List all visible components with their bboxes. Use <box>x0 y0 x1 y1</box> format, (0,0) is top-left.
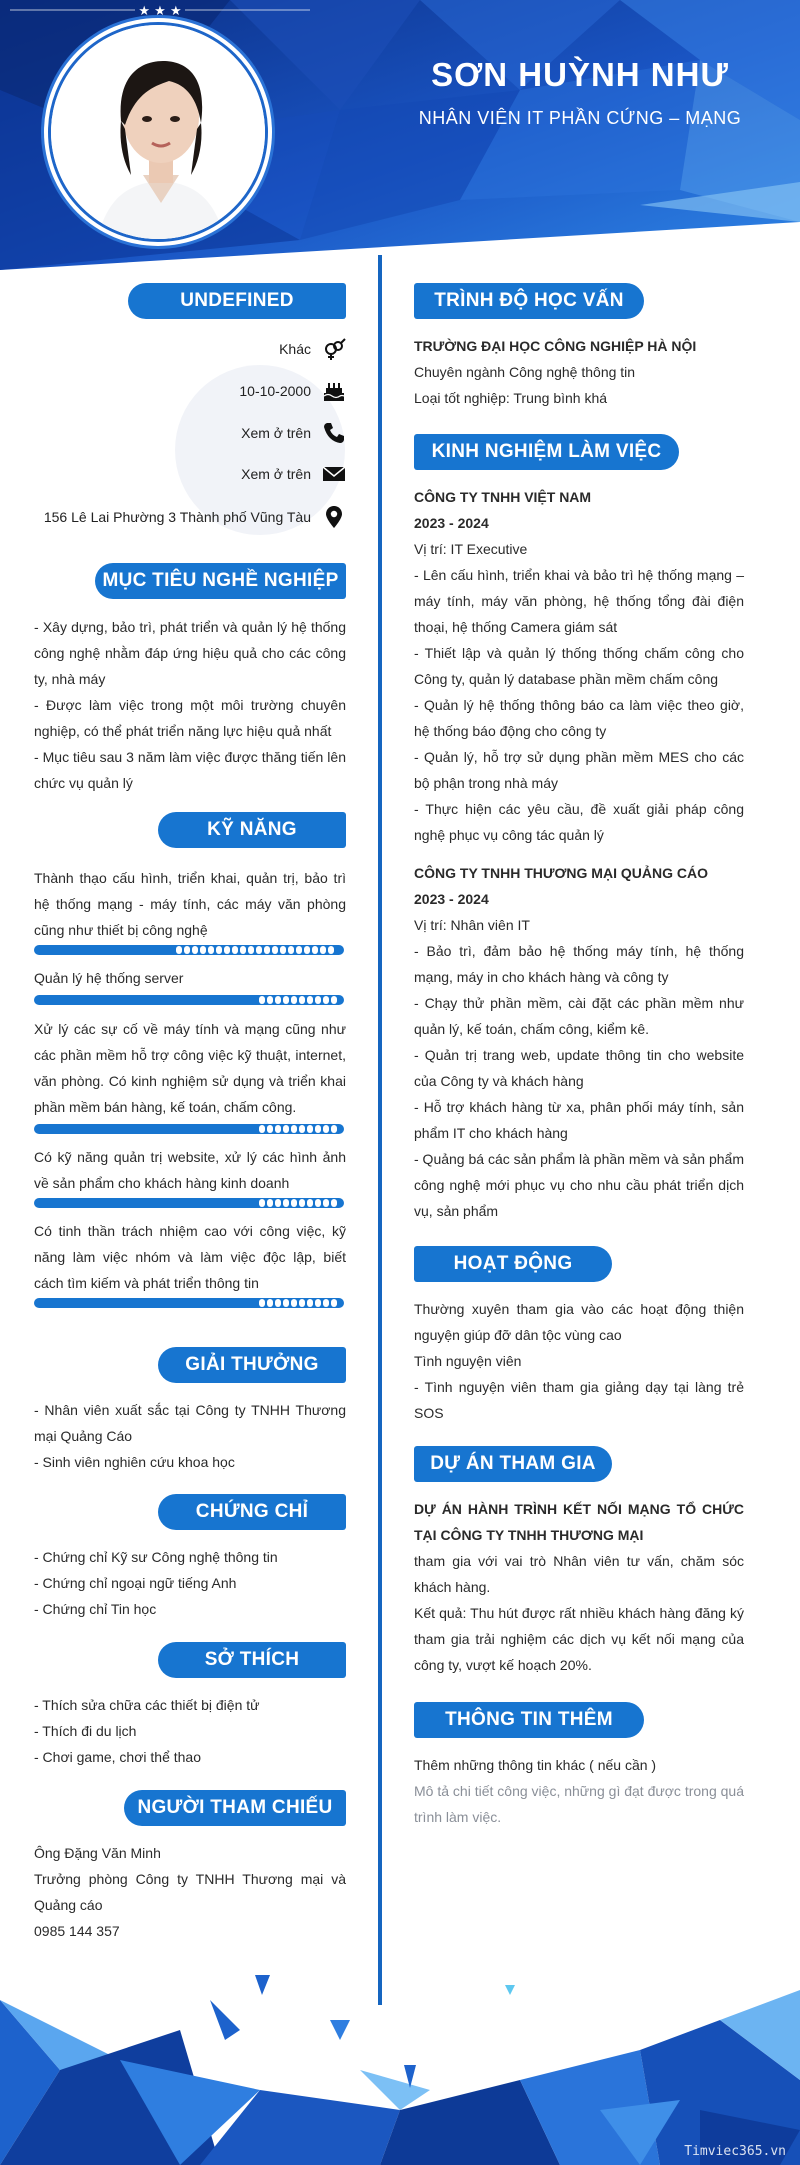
skill-bar-dot <box>323 1125 329 1133</box>
skill-bar-dot <box>291 1125 297 1133</box>
reference-line: Trưởng phòng Công ty TNHH Thương mại và Quảng cáo <box>34 1871 346 1913</box>
skill-bar-dot <box>256 946 262 954</box>
skill-bar-dot <box>283 1299 289 1307</box>
section-title-certificates: CHỨNG CHỈ <box>158 1494 346 1530</box>
objective-line: - Xây dựng, bảo trì, phát triển và quản lý hệ thống công nghệ nhằm đáp ứng hiệu quả cho các công ty, nhà máy <box>34 619 346 687</box>
reference-line: 0985 144 357 <box>34 1923 120 1939</box>
activity-line: - Tình nguyện viên tham gia giảng dạy tại làng trẻ SOS <box>414 1379 744 1421</box>
profile-photo <box>48 22 268 242</box>
section-title-skills: KỸ NĂNG <box>158 812 346 848</box>
project-title: DỰ ÁN HÀNH TRÌNH KẾT NỐI MẠNG TỔ CHỨC TẠI CÔNG TY TNHH THƯƠNG MẠI <box>414 1501 744 1543</box>
section-title-personal: UNDEFINED <box>128 283 346 319</box>
contact-phone <box>241 420 347 446</box>
skill-bar-dot <box>275 1125 281 1133</box>
reference-line: Ông Đặng Văn Minh <box>34 1845 161 1861</box>
skill-bar-dot <box>331 1199 337 1207</box>
skill-bar-dot <box>248 946 254 954</box>
skill-bar-dot <box>307 996 313 1004</box>
phone-icon <box>321 420 347 446</box>
skill-text: Xử lý các sự cố về máy tính và mạng cũng như các phần mềm hỗ trợ công việc kỹ thuật, internet, văn phòng. Có kinh nghiệm sử dụng và triển khai phần mềm bán hàng, kế toán, chấm công. <box>34 1021 346 1115</box>
skill-bar-dot <box>312 946 318 954</box>
skill-bar-dot <box>283 996 289 1004</box>
hobby-item: - Thích đi du lịch <box>34 1723 137 1739</box>
envelope-icon <box>321 461 347 487</box>
skill-bar-dot <box>232 946 238 954</box>
skill-bar-dot <box>240 946 246 954</box>
section-title-hobbies: SỞ THÍCH <box>158 1642 346 1678</box>
section-title-education: TRÌNH ĐỘ HỌC VẤN <box>414 283 644 319</box>
hobby-item: - Chơi game, chơi thể thao <box>34 1749 201 1765</box>
skill-bar-dot <box>288 946 294 954</box>
education-grade: Loại tốt nghiệp: Trung bình khá <box>414 390 608 406</box>
experience-detail: - Thiết lập và quản lý thống thống chấm công cho Công ty, quản lý database phần mềm chấm công <box>414 645 744 687</box>
skill-bar <box>34 995 344 1005</box>
skill-bar-dot <box>328 946 334 954</box>
skill-bar-dot <box>331 1125 337 1133</box>
experience-detail: - Lên cấu hình, triển khai và bảo trì hệ thống mạng – máy tính, máy văn phòng, hệ thống tổng đài điện thoại, hệ thống Camera giám sát <box>414 567 744 635</box>
certificates-list <box>34 1544 346 1622</box>
skill-bar-dot <box>307 1125 313 1133</box>
brand-watermark: Timviec365.vn <box>684 2144 786 2159</box>
hobby-item: - Thích sửa chữa các thiết bị điện tử <box>34 1697 260 1713</box>
location-pin-icon <box>321 504 347 530</box>
stars-ornament <box>0 0 320 20</box>
skill-bar-dot <box>275 1299 281 1307</box>
skill-bar-dot <box>264 946 270 954</box>
skill-bar-remaining <box>176 945 344 955</box>
skill-bar-dot <box>315 1299 321 1307</box>
skill-bar-remaining <box>259 1124 344 1134</box>
column-divider <box>378 255 382 2005</box>
skill-bar-dot <box>216 946 222 954</box>
skill-bar-dot <box>224 946 230 954</box>
skill-bar-dot <box>267 996 273 1004</box>
experience-period: 2023 - 2024 <box>414 515 489 531</box>
section-title-activities: HOẠT ĐỘNG <box>414 1246 612 1282</box>
experience-detail: - Chạy thử phần mềm, cài đặt các phần mềm như quản lý, kế toán, chấm công, kiểm kê. <box>414 995 744 1037</box>
section-title-awards: GIẢI THƯỞNG <box>158 1347 346 1383</box>
education-major: Chuyên ngành Công nghệ thông tin <box>414 364 636 380</box>
skill-bar-dot <box>200 946 206 954</box>
experience-detail: - Quản lý, hỗ trợ sử dụng phần mềm MES cho các bộ phận trong nhà máy <box>414 749 744 791</box>
experience-detail: - Quảng bá các sản phẩm là phần mềm và sản phẩm công nghệ mới phục vụ cho nhu cầu phát triển dịch vụ, sản phẩm <box>414 1151 744 1219</box>
more-info-placeholder: Mô tả chi tiết công việc, những gì đạt được trong quá trình làm việc. <box>414 1783 744 1825</box>
experience-detail: - Hỗ trợ khách hàng từ xa, phân phối máy tính, sản phẩm IT cho khách hàng <box>414 1099 744 1141</box>
skill-bar-dot <box>259 1199 265 1207</box>
projects-block <box>414 1496 744 1678</box>
header-banner <box>0 0 800 270</box>
experience-block-2 <box>414 860 744 1224</box>
activity-line: Thường xuyên tham gia vào các hoạt động thiện nguyện giúp đỡ dân tộc vùng cao <box>414 1301 744 1343</box>
skill-bar-dot <box>323 1199 329 1207</box>
skill-bar <box>34 1124 344 1134</box>
more-info-line: Thêm những thông tin khác ( nếu cần ) <box>414 1757 657 1773</box>
objective-line: - Được làm việc trong một môi trường chuyên nghiệp, có thể phát triển năng lực hiệu quả nhất <box>34 697 346 739</box>
gender-icon <box>321 336 347 362</box>
skill-bar-dot <box>291 1299 297 1307</box>
skill-bar-dot <box>323 1299 329 1307</box>
skill-text: Có tinh thần trách nhiệm cao với công việc, kỹ năng làm việc nhóm và làm việc độc lập, biết cách tìm kiếm và phát triển thông tin <box>34 1223 346 1291</box>
contact-email <box>241 461 347 487</box>
education-block <box>414 333 744 411</box>
contact-phone-text: Xem ở trên <box>241 425 311 441</box>
svg-text:★ ★ ★: ★ ★ ★ <box>138 4 182 19</box>
section-title-more: THÔNG TIN THÊM <box>414 1702 644 1738</box>
skill-bar-dot <box>267 1125 273 1133</box>
skill-text: Thành thạo cấu hình, triển khai, quản trị, bảo trì hệ thống mạng - máy tính, các máy văn phòng cũng như thiết bị công nghệ <box>34 870 346 938</box>
section-title-projects: DỰ ÁN THAM GIA <box>414 1446 612 1482</box>
award-item: - Sinh viên nghiên cứu khoa học <box>34 1454 235 1470</box>
experience-detail: - Quản trị trang web, update thông tin cho website của Công ty và khách hàng <box>414 1047 744 1089</box>
experience-position: Vị trí: IT Executive <box>414 541 528 557</box>
skill-bar-dot <box>275 996 281 1004</box>
certificate-item: - Chứng chỉ ngoại ngữ tiếng Anh <box>34 1575 237 1591</box>
contact-address-text: 156 Lê Lai Phường 3 Thành phố Vũng Tàu <box>43 509 311 525</box>
section-title-objective: MỤC TIÊU NGHỀ NGHIỆP <box>95 563 346 599</box>
experience-block-1 <box>414 484 744 848</box>
skill-bar-dot <box>307 1199 313 1207</box>
skill-text: Quản lý hệ thống server <box>34 970 184 986</box>
skill-bar-dot <box>291 996 297 1004</box>
objective-text <box>34 614 346 796</box>
experience-detail: - Bảo trì, đảm bảo hệ thống máy tính, hệ thống mạng, máy in cho khách hàng và công ty <box>414 943 744 985</box>
skill-bar <box>34 1298 344 1308</box>
activity-line: Tình nguyện viên <box>414 1353 522 1369</box>
project-line: Kết quả: Thu hút được rất nhiều khách hàng đăng ký tham gia trải nghiệm các dịch vụ kết nối mạng của công ty, vượt kế hoạch 20%. <box>414 1605 744 1673</box>
birthday-cake-icon <box>321 378 347 404</box>
experience-period: 2023 - 2024 <box>414 891 489 907</box>
awards-list <box>34 1397 346 1475</box>
skill-bar-dot <box>299 1199 305 1207</box>
skill-bar-dot <box>299 1125 305 1133</box>
award-item: - Nhân viên xuất sắc tại Công ty TNHH Thương mại Quảng Cáo <box>34 1402 346 1444</box>
skill-bar-dot <box>259 996 265 1004</box>
section-title-references: NGƯỜI THAM CHIẾU <box>124 1790 346 1826</box>
skill-bar-dot <box>259 1299 265 1307</box>
skill-bar-dot <box>184 946 190 954</box>
skill-bar-remaining <box>259 995 344 1005</box>
footer-banner <box>0 1960 800 2165</box>
skill-bar-dot <box>307 1299 313 1307</box>
skill-bar-dot <box>299 1299 305 1307</box>
skill-bar-dot <box>176 946 182 954</box>
skill-bar <box>34 945 344 955</box>
certificate-item: - Chứng chỉ Kỹ sư Công nghệ thông tin <box>34 1549 278 1565</box>
skill-bar-dot <box>208 946 214 954</box>
contact-address <box>44 504 347 530</box>
footer-background <box>0 1960 800 2165</box>
references-list <box>34 1840 346 1944</box>
skill-bar-dot <box>299 996 305 1004</box>
experience-detail: - Quản lý hệ thống thông báo ca làm việc theo giờ, hệ thống báo động cho công ty <box>414 697 744 739</box>
experience-position: Vị trí: Nhân viên IT <box>414 917 530 933</box>
hobbies-list <box>34 1692 346 1770</box>
contact-birthday-text: 10-10-2000 <box>239 383 311 399</box>
skill-bar-dot <box>272 946 278 954</box>
skill-bar <box>34 1198 344 1208</box>
education-school: TRƯỜNG ĐẠI HỌC CÔNG NGHIỆP HÀ NỘI <box>414 338 697 354</box>
contact-gender <box>279 336 347 362</box>
certificate-item: - Chứng chỉ Tin học <box>34 1601 157 1617</box>
skill-bar-dot <box>320 946 326 954</box>
contact-birthday <box>239 378 347 404</box>
skill-bar-dot <box>275 1199 281 1207</box>
section-title-experience: KINH NGHIỆM LÀM VIỆC <box>414 434 679 470</box>
more-info-block <box>414 1752 744 1830</box>
experience-company: CÔNG TY TNHH VIỆT NAM <box>414 489 592 505</box>
skill-bar-dot <box>259 1125 265 1133</box>
skill-bar-dot <box>315 1125 321 1133</box>
skill-bar-dot <box>267 1299 273 1307</box>
candidate-name: SƠN HUỲNH NHƯ <box>431 56 729 93</box>
skill-bar-remaining <box>259 1198 344 1208</box>
activities-list <box>414 1296 744 1426</box>
skill-text: Có kỹ năng quản trị website, xử lý các hình ảnh về sản phẩm cho khách hàng kinh doanh <box>34 1149 346 1191</box>
experience-detail: - Thực hiện các yêu cầu, đề xuất giải pháp công nghệ phục vụ công tác quản lý <box>414 801 744 843</box>
skill-bar-dot <box>304 946 310 954</box>
skill-bar-dot <box>267 1199 273 1207</box>
skill-bar-dot <box>323 996 329 1004</box>
skill-bar-dot <box>331 1299 337 1307</box>
skill-bar-remaining <box>259 1298 344 1308</box>
skill-bar-dot <box>283 1199 289 1207</box>
contact-gender-text: Khác <box>279 341 311 357</box>
skill-bar-dot <box>296 946 302 954</box>
skill-bar-dot <box>315 1199 321 1207</box>
skill-bar-dot <box>280 946 286 954</box>
skill-bar-dot <box>291 1199 297 1207</box>
skill-bar-dot <box>192 946 198 954</box>
skill-bar-dot <box>315 996 321 1004</box>
project-line: tham gia với vai trò Nhân viên tư vấn, chăm sóc khách hàng. <box>414 1553 744 1595</box>
candidate-job-title: NHÂN VIÊN IT PHẦN CỨNG – MẠNG <box>418 108 742 128</box>
skill-bar-dot <box>283 1125 289 1133</box>
experience-company: CÔNG TY TNHH THƯƠNG MẠI QUẢNG CÁO <box>414 865 708 881</box>
contact-email-text: Xem ở trên <box>241 466 311 482</box>
objective-line: - Mục tiêu sau 3 năm làm việc được thăng tiến lên chức vụ quản lý <box>34 749 346 791</box>
skill-bar-dot <box>331 996 337 1004</box>
